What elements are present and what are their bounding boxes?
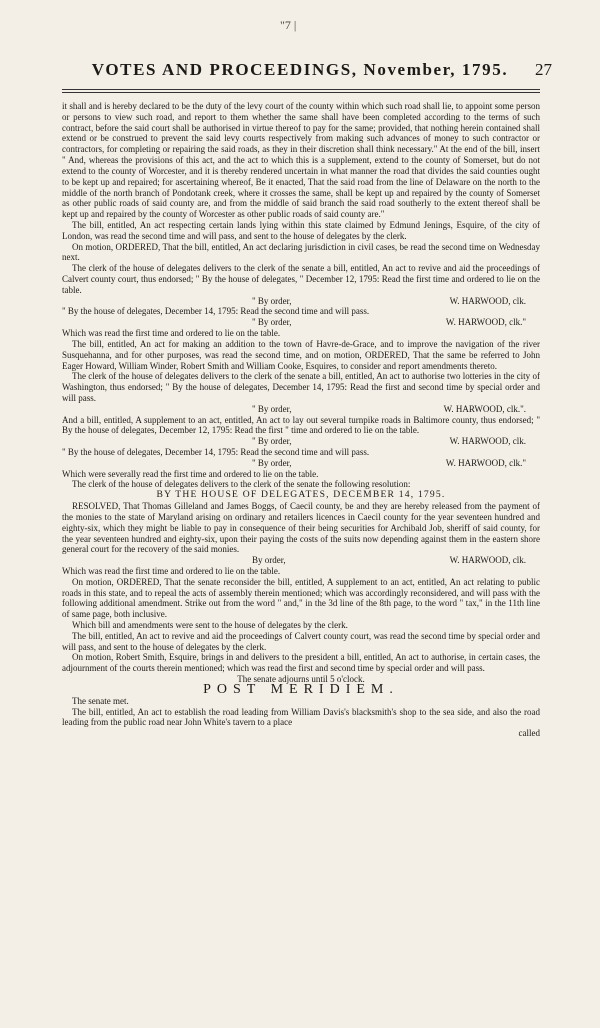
paragraph: Which was read the first time and ordered to lie on the table.: [62, 328, 281, 339]
running-title: VOTES AND PROCEEDINGS, November, 1795.: [91, 60, 509, 79]
paragraph: On motion, ORDERED, That the bill, entitled, An act declaring jurisdiction in civil cases, be read the second time on Wednesday next.: [62, 241, 540, 263]
paragraph: Which were severally read the first time and ordered to lie on the table.: [62, 468, 319, 479]
signature-by: " By order,: [252, 317, 292, 328]
paragraph: Which bill and amendments were sent to the house of delegates by the clerk.: [72, 620, 348, 630]
top-mark: "7 |: [280, 18, 297, 32]
paragraph: The bill, entitled, An act to establish the road leading from William Davis's blacksmith's shop to the sea side, and also the road leading from the public road near John White's tavern to a place: [62, 706, 540, 728]
paragraph: The senate met.: [72, 695, 129, 706]
signature-line: [62, 296, 540, 307]
section-heading: POST MERIDIEM.: [203, 681, 399, 697]
signature-name: W. HARWOOD, clk.: [449, 436, 526, 447]
signature-by: By order,: [252, 555, 286, 566]
paragraph: The clerk of the house of delegates delivers to the clerk of the senate a bill, entitled, An act to revive and aid the proceedings of Calvert county court, thus endorsed; " By the house of delegates, " December 12, 1795: Read the first time and ordered to lie on the table.: [62, 263, 540, 295]
house-heading: BY THE HOUSE OF DELEGATES, DECEMBER 14, 1795.: [156, 489, 446, 501]
paragraph: " By the house of delegates, December 14, 1795: Read the second time and will pass.: [62, 306, 370, 317]
paragraph: it shall and is hereby declared to be the duty of the levy court of the county within which such road shall lie, to appoint some person or persons to view such road, and report to them whether the same shall have been completed according to the terms of such contract, before the said court shall be authorised in virtue thereof to pay for the same; provided, that nothing herein contained shall extend or be construed to prevent the said levy courts respectively from making such advances of money to such contractor or contractors, for completing or repairing the said roads, as they in their discretion shall think necessary." At the end of the bill, insert " And, whereas the provisions of this act, and the act to which this is a supplement, extend to the county of Somerset, but do not extend to the county of Worcester, and it is thereby rendered uncertain in what manner the road that divides the said counties ought to be kept up and repaired; for ascertaining whereof, Be it enacted, That the said road from the line of Delaware on the north to the middle of the north branch of Pondotank creek, where it crosses the same, shall be kept up and repaired by the county of Somerset as other public roads of said county are, and from the middle of said branch the said road southerly to the extent thereof shall be kept up and repaired by the county of Worcester as other public roads of said county are.": [62, 101, 540, 220]
adjournment: The senate adjourns until 5 o'clock.: [237, 674, 365, 685]
paragraph: The bill, entitled, An act to revive and aid the proceedings of Calvert county court, was read the second time by special order and will pass, and sent to the house of delegates by the clerk.: [62, 630, 540, 652]
paragraph: On motion, Robert Smith, Esquire, brings in and delivers to the president a bill, entitled, An act to authorise, in certain cases, the adjournment of the courts therein mentioned; which was read the first and second time by special order and will pass.: [62, 652, 540, 674]
signature-by: " By order,: [252, 403, 292, 414]
signature-name: W. HARWOOD, clk.": [445, 317, 526, 328]
signature-by: " By order,: [252, 295, 292, 306]
paragraph: And a bill, entitled, A supplement to an act, entitled, An act to lay out several turnpike roads in Baltimore county, thus endorsed; " By the house of delegates, December 12, 1795: Read the first " time and ordered to lie on the table.: [62, 414, 540, 436]
page-number: 27: [535, 60, 552, 79]
signature-line: [62, 555, 540, 566]
paragraph: On motion, ORDERED, That the senate reconsider the bill, entitled, A supplement to an act, entitled, An act relating to public roads in this state, and to repeal the acts of assembly therein mentioned; which was accordingly reconsidered, and will pass with the following additional amendment. Strike out from the word " and," in the 3d line of the 8th page, to the word " tax," in the 11th line of same page, both inclusive.: [62, 576, 540, 620]
signature-by: " By order,: [252, 436, 292, 447]
signature-line: [62, 436, 540, 447]
signature-by: " By order,: [252, 457, 292, 468]
document-body: [62, 101, 540, 739]
signature-name: W. HARWOOD, clk.: [449, 555, 526, 566]
catchword: called: [518, 728, 540, 739]
paragraph: Which was read the first time and ordered to lie on the table.: [62, 565, 281, 576]
signature-line: [62, 317, 540, 328]
header-rule-2: [62, 92, 540, 93]
signature-name: W. HARWOOD, clk.": [445, 457, 526, 468]
signature-line: [62, 458, 540, 469]
paragraph: The bill, entitled, An act respecting certain lands lying within this state claimed by Edmund Jenings, Esquire, of the city of London, was read the second time and will pass, and sent to the house of delegates by the clerk.: [62, 219, 540, 241]
paragraph: The clerk of the house of delegates delivers to the clerk of the senate the following resolution:: [72, 479, 411, 490]
signature-name: W. HARWOOD, clk.: [449, 295, 526, 306]
header-rule: [62, 89, 540, 90]
paragraph: " By the house of delegates, December 14, 1795: Read the second time and will pass.: [62, 447, 370, 457]
page-header: [0, 60, 600, 82]
signature-line: [62, 404, 540, 415]
paragraph: The bill, entitled, An act for making an addition to the town of Havre-de-Grace, and to improve the navigation of the river Susquehanna, and for other purposes, was read the second time, and on motion, ORDERED, That the same be referred to John Eager Howard, William Winder, Robert Smith and William Cooke, Esquires, to consider and report amendments thereto.: [62, 338, 540, 371]
signature-name: W. HARWOOD, clk.".: [443, 403, 526, 414]
resolution: RESOLVED, That Thomas Gilleland and James Boggs, of Caecil county, be and they are hereby released from the payment of the monies to the state of Maryland arising on ordinary and retailers licences in Caecil county for the year seventeen hundred and eighty-six, which they might be liable to pay in consequence of their being securities for Archibald Job, sheriff of said county, for the year seventeen hundred and eighty-six, upon their paying the costs of the suits now depending against them in the eastern shore general court for the recovery of the said monies.: [62, 501, 540, 555]
paragraph: The clerk of the house of delegates delivers to the clerk of the senate a bill, entitled, An act to authorise two lotteries in the city of Washington, thus endorsed; " By the house of delegates, December 14, 1795: Read the first and second time by special order and will pass.: [62, 371, 540, 403]
